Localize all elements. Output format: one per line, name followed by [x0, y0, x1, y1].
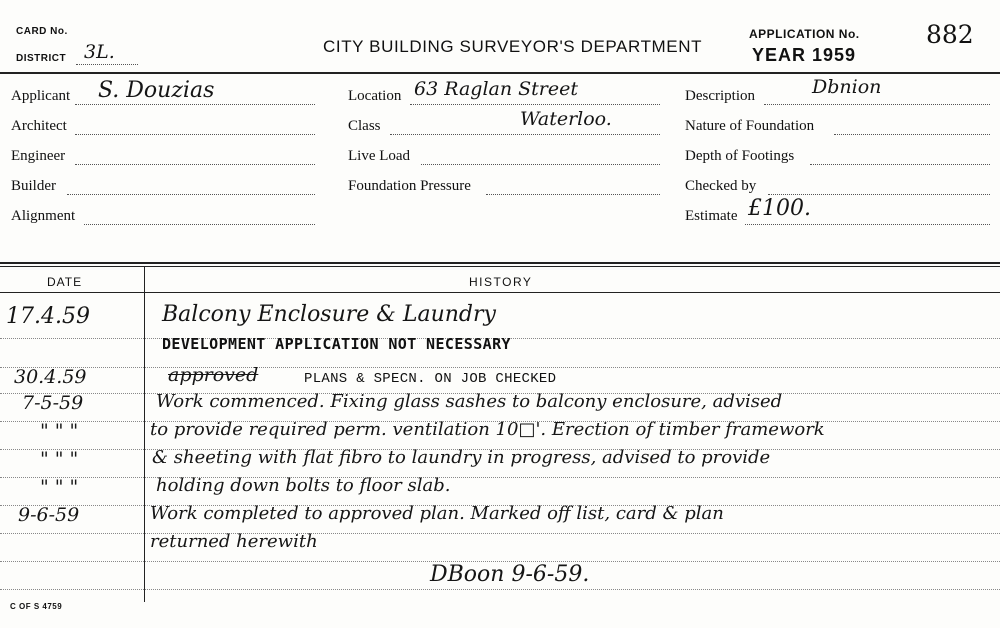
description-value: Dbnion [812, 76, 882, 98]
location-value-2: Waterloo. [520, 108, 612, 130]
location-value-1: 63 Raglan Street [414, 78, 578, 100]
history-column-header: HISTORY [469, 275, 533, 289]
history-date: " " " [40, 448, 79, 470]
year-label: YEAR 1959 [752, 45, 857, 65]
history-entry: to provide required perm. ventilation 10□'. Erection of timber framework [150, 419, 825, 440]
development-stamp: DEVELOPMENT APPLICATION NOT NECESSARY [162, 335, 511, 353]
history-date: 7-5-59 [22, 392, 84, 414]
live-load-label: Live Load [348, 148, 411, 164]
applicant-dotted-line [75, 104, 315, 105]
applicant-label: Applicant [11, 88, 71, 104]
checked-by-label: Checked by [685, 178, 757, 194]
live-load-dotted-line [421, 164, 660, 165]
history-entry: Balcony Enclosure & Laundry [162, 302, 496, 327]
class-label: Class [348, 118, 381, 134]
estimate-label: Estimate [685, 208, 738, 224]
history-date: 17.4.59 [6, 304, 90, 329]
row-rule [0, 367, 1000, 368]
card-no-label: CARD No. [16, 26, 68, 37]
class-dotted-line [390, 134, 660, 135]
checked-by-dotted-line [768, 194, 990, 195]
header-rule [0, 72, 1000, 74]
history-date: " " " [40, 420, 79, 442]
date-column-header: DATE [47, 275, 83, 289]
nature-of-foundation-label: Nature of Foundation [685, 118, 815, 134]
history-entry: & sheeting with flat fibro to laundry in progress, advised to provide [152, 447, 771, 468]
applicant-value: S. Douzias [98, 78, 215, 103]
foundation-pressure-dotted-line [486, 194, 660, 195]
estimate-dotted-line [745, 224, 990, 225]
history-date: " " " [40, 476, 79, 498]
struck-approved: approved [168, 364, 259, 386]
row-rule [0, 477, 1000, 478]
estimate-value: £100. [748, 196, 811, 221]
foundation-pressure-label: Foundation Pressure [348, 178, 471, 194]
engineer-label: Engineer [11, 148, 66, 164]
history-header-rule [0, 292, 1000, 293]
application-no-label: APPLICATION No. [749, 27, 860, 41]
history-entry: Work completed to approved plan. Marked off list, card & plan [150, 503, 724, 524]
date-column-divider [144, 266, 145, 602]
history-top-rule [0, 262, 1000, 264]
history-top-rule-double [0, 266, 1000, 267]
history-date: 30.4.59 [14, 366, 87, 388]
builder-dotted-line [67, 194, 315, 195]
signature: DBoon 9-6-59. [430, 562, 590, 587]
alignment-dotted-line [84, 224, 315, 225]
location-label: Location [348, 88, 402, 104]
depth-of-footings-label: Depth of Footings [685, 148, 795, 164]
application-number: 882 [926, 20, 974, 49]
history-entry: Work commenced. Fixing glass sashes to balcony enclosure, advised [156, 391, 783, 412]
description-label: Description [685, 88, 755, 104]
history-entry: holding down bolts to floor slab. [156, 475, 451, 496]
description-dotted-line [764, 104, 990, 105]
department-title: CITY BUILDING SURVEYOR'S DEPARTMENT [323, 37, 703, 56]
engineer-dotted-line [75, 164, 315, 165]
depth-of-footings-dotted-line [810, 164, 990, 165]
history-entry: returned herewith [150, 531, 318, 552]
form-number: C OF S 4759 [10, 602, 63, 611]
builder-label: Builder [11, 178, 56, 194]
row-rule [0, 589, 1000, 590]
district-value: 3L. [84, 41, 115, 63]
history-entry-typed: PLANS & SPECN. ON JOB CHECKED [304, 371, 557, 387]
architect-label: Architect [11, 118, 67, 134]
district-dotted-line [76, 64, 138, 65]
alignment-label: Alignment [11, 208, 76, 224]
district-label: DISTRICT [16, 53, 67, 64]
location-dotted-line [410, 104, 660, 105]
history-date: 9-6-59 [18, 504, 80, 526]
architect-dotted-line [75, 134, 315, 135]
nature-of-foundation-dotted-line [834, 134, 990, 135]
